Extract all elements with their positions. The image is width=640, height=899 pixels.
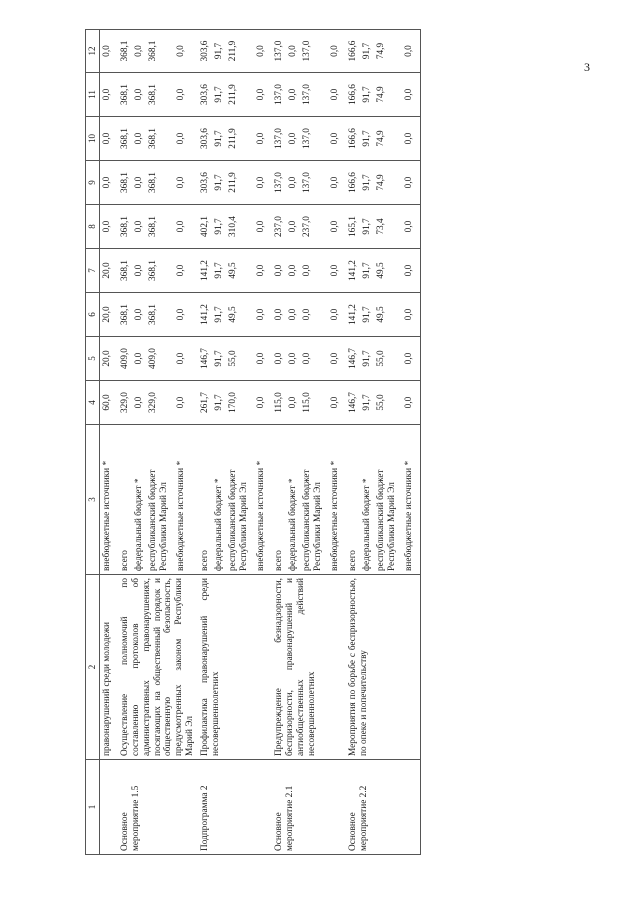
table-row bbox=[99, 30, 118, 855]
funding-source-label: внебюджетные источники * bbox=[404, 460, 415, 571]
value-cell bbox=[99, 205, 118, 249]
funding-source-cell bbox=[272, 425, 346, 575]
amount-value: 91,7 bbox=[362, 86, 373, 103]
value-cell bbox=[118, 249, 199, 293]
value-cell bbox=[99, 337, 118, 381]
value-cell bbox=[346, 381, 421, 425]
funding-source-cell bbox=[198, 425, 272, 575]
amount-value: 0,0 bbox=[133, 88, 144, 101]
amount-value: 137,0 bbox=[302, 128, 313, 149]
amount-value: 137,0 bbox=[274, 84, 285, 105]
value-cell bbox=[99, 30, 118, 73]
amount-value: 91,7 bbox=[362, 306, 373, 323]
value-cell bbox=[272, 249, 346, 293]
amount-value: 303,6 bbox=[200, 40, 211, 62]
amount-value: 368,1 bbox=[147, 260, 158, 281]
funding-source-label: всего bbox=[200, 550, 211, 571]
amount-value: 0,0 bbox=[175, 45, 186, 57]
amount-value: 137,0 bbox=[302, 40, 313, 62]
amount-value: 91,7 bbox=[214, 306, 225, 323]
amount-value: 0,0 bbox=[175, 220, 186, 233]
amount-value: 165,1 bbox=[348, 216, 359, 237]
row-title-cell: Осуществление полномочий по составлению протоколов об административных правонарушениях, посягающих на общественный порядок и общественную безопасность, предусмотренных законом Республики Марий Эл bbox=[118, 575, 199, 760]
amount-value: 0,0 bbox=[101, 220, 112, 233]
funding-source-label: федеральный бюджет * bbox=[362, 478, 373, 571]
amount-value: 0,0 bbox=[133, 220, 144, 233]
amount-value: 0,0 bbox=[175, 352, 186, 365]
table-row bbox=[118, 30, 199, 855]
amount-value: 0,0 bbox=[404, 45, 415, 57]
amount-value: 115,0 bbox=[274, 392, 285, 413]
amount-value: 310,4 bbox=[228, 216, 239, 237]
value-cell bbox=[272, 30, 346, 73]
amount-value: 0,0 bbox=[101, 45, 112, 57]
column-header: 6 bbox=[86, 293, 100, 337]
column-header: 8 bbox=[86, 205, 100, 249]
column-header: 3 bbox=[86, 425, 100, 575]
amount-value: 0,0 bbox=[133, 396, 144, 409]
amount-value: 0,0 bbox=[404, 176, 415, 189]
amount-value: 0,0 bbox=[288, 308, 299, 321]
amount-value: 91,7 bbox=[362, 218, 373, 235]
value-cell bbox=[118, 30, 199, 73]
funding-source-label: федеральный бюджет * bbox=[288, 478, 299, 571]
amount-value: 0,0 bbox=[133, 132, 144, 145]
amount-value: 0,0 bbox=[330, 45, 341, 57]
amount-value: 402,1 bbox=[200, 216, 211, 237]
value-cell bbox=[99, 73, 118, 117]
amount-value: 368,1 bbox=[147, 304, 158, 325]
amount-value: 146,7 bbox=[348, 392, 359, 413]
value-cell bbox=[346, 249, 421, 293]
column-header: 7 bbox=[86, 249, 100, 293]
amount-value: 303,6 bbox=[200, 84, 211, 105]
amount-value: 91,7 bbox=[362, 130, 373, 147]
funding-source-label: федеральный бюджет * bbox=[214, 478, 225, 571]
value-cell bbox=[198, 117, 272, 161]
amount-value: 49,5 bbox=[228, 262, 239, 279]
amount-value: 368,1 bbox=[119, 172, 130, 193]
column-header: 9 bbox=[86, 161, 100, 205]
funding-source-label: внебюджетные источники * bbox=[256, 460, 267, 571]
funding-source-label: федеральный бюджет * bbox=[133, 478, 144, 571]
value-cell bbox=[346, 293, 421, 337]
amount-value: 137,0 bbox=[302, 84, 313, 105]
amount-value: 237,0 bbox=[302, 216, 313, 237]
amount-value: 141,2 bbox=[348, 260, 359, 281]
amount-value: 211,9 bbox=[228, 84, 239, 105]
table-row bbox=[198, 30, 272, 855]
value-cell bbox=[118, 161, 199, 205]
amount-value: 368,1 bbox=[147, 216, 158, 237]
amount-value: 0,0 bbox=[256, 132, 267, 145]
value-cell bbox=[272, 293, 346, 337]
column-header: 4 bbox=[86, 381, 100, 425]
amount-value: 0,0 bbox=[330, 132, 341, 145]
value-cell bbox=[198, 381, 272, 425]
row-title-cell: правонарушений среди молодежи bbox=[99, 575, 118, 760]
amount-value: 368,1 bbox=[147, 40, 158, 62]
amount-value: 91,7 bbox=[214, 174, 225, 191]
amount-value: 91,7 bbox=[214, 86, 225, 103]
amount-value: 0,0 bbox=[330, 220, 341, 233]
amount-value: 0,0 bbox=[404, 396, 415, 409]
amount-value: 115,0 bbox=[302, 392, 313, 413]
value-cell bbox=[99, 293, 118, 337]
amount-value: 20,0 bbox=[101, 306, 112, 323]
amount-value: 74,9 bbox=[376, 86, 387, 103]
amount-value: 55,0 bbox=[228, 350, 239, 367]
amount-value: 0,0 bbox=[288, 88, 299, 101]
value-cell bbox=[99, 381, 118, 425]
row-code-cell: Основное мероприятие 1.5 bbox=[118, 760, 199, 855]
funding-source-label: республиканский бюджет Республики Марий Эл bbox=[228, 469, 250, 571]
value-cell bbox=[272, 73, 346, 117]
amount-value: 303,6 bbox=[200, 128, 211, 149]
amount-value: 49,5 bbox=[376, 262, 387, 279]
value-cell bbox=[198, 73, 272, 117]
amount-value: 0,0 bbox=[101, 88, 112, 101]
value-cell bbox=[346, 161, 421, 205]
amount-value: 0,0 bbox=[256, 45, 267, 57]
funding-source-label: внебюджетные источники * bbox=[175, 460, 186, 571]
budget-table bbox=[85, 29, 421, 855]
amount-value: 137,0 bbox=[302, 172, 313, 193]
row-title-cell: Мероприятия по борьбе с беспризорностью, по опеке и попечительству bbox=[346, 575, 421, 760]
funding-source-label: республиканский бюджет Республики Марий Эл bbox=[376, 469, 398, 571]
funding-source-label: внебюджетные источники * bbox=[101, 460, 112, 571]
value-cell bbox=[198, 337, 272, 381]
amount-value: 0,0 bbox=[302, 352, 313, 365]
amount-value: 0,0 bbox=[288, 176, 299, 189]
header-row bbox=[86, 30, 100, 855]
amount-value: 0,0 bbox=[256, 352, 267, 365]
value-cell bbox=[99, 249, 118, 293]
amount-value: 0,0 bbox=[288, 132, 299, 145]
row-code-cell bbox=[99, 760, 118, 855]
row-title-cell: Предупреждение безнадзорности, беспризорности, правонарушений и антиобщественных действий несовершеннолетних bbox=[272, 575, 346, 760]
amount-value: 0,0 bbox=[404, 132, 415, 145]
amount-value: 368,1 bbox=[119, 216, 130, 237]
amount-value: 0,0 bbox=[288, 396, 299, 409]
amount-value: 0,0 bbox=[133, 45, 144, 57]
amount-value: 0,0 bbox=[404, 352, 415, 365]
value-cell bbox=[346, 337, 421, 381]
amount-value: 0,0 bbox=[288, 45, 299, 57]
amount-value: 0,0 bbox=[404, 220, 415, 233]
amount-value: 74,9 bbox=[376, 42, 387, 60]
value-cell bbox=[118, 337, 199, 381]
column-header: 12 bbox=[86, 30, 100, 73]
amount-value: 0,0 bbox=[175, 264, 186, 277]
table-row bbox=[272, 30, 346, 855]
amount-value: 0,0 bbox=[288, 352, 299, 365]
amount-value: 49,5 bbox=[376, 306, 387, 323]
amount-value: 0,0 bbox=[404, 264, 415, 277]
amount-value: 0,0 bbox=[133, 308, 144, 321]
amount-value: 0,0 bbox=[175, 308, 186, 321]
amount-value: 0,0 bbox=[274, 308, 285, 321]
amount-value: 0,0 bbox=[256, 88, 267, 101]
amount-value: 91,7 bbox=[214, 130, 225, 147]
amount-value: 166,6 bbox=[348, 84, 359, 105]
amount-value: 0,0 bbox=[330, 88, 341, 101]
amount-value: 73,4 bbox=[376, 218, 387, 235]
amount-value: 146,7 bbox=[200, 348, 211, 369]
value-cell bbox=[272, 381, 346, 425]
amount-value: 0,0 bbox=[133, 352, 144, 365]
amount-value: 20,0 bbox=[101, 350, 112, 367]
funding-source-label: внебюджетные источники * bbox=[330, 460, 341, 571]
value-cell bbox=[198, 205, 272, 249]
amount-value: 0,0 bbox=[256, 176, 267, 189]
amount-value: 91,7 bbox=[214, 394, 225, 411]
amount-value: 0,0 bbox=[330, 396, 341, 409]
amount-value: 166,6 bbox=[348, 40, 359, 62]
amount-value: 20,0 bbox=[101, 262, 112, 279]
value-cell bbox=[99, 161, 118, 205]
value-cell bbox=[272, 205, 346, 249]
amount-value: 0,0 bbox=[288, 220, 299, 233]
column-header: 11 bbox=[86, 73, 100, 117]
amount-value: 0,0 bbox=[330, 264, 341, 277]
amount-value: 141,2 bbox=[348, 304, 359, 325]
page-number: 3 bbox=[584, 60, 590, 74]
column-header: 10 bbox=[86, 117, 100, 161]
amount-value: 261,7 bbox=[200, 392, 211, 413]
row-code-cell: Подпрограмма 2 bbox=[198, 760, 272, 855]
funding-source-label: республиканский бюджет Республики Марий Эл bbox=[147, 469, 169, 571]
amount-value: 0,0 bbox=[256, 308, 267, 321]
amount-value: 0,0 bbox=[101, 132, 112, 145]
row-title-cell: Профилактика правонарушений среди несовершеннолетних bbox=[198, 575, 272, 760]
amount-value: 166,6 bbox=[348, 172, 359, 193]
amount-value: 0,0 bbox=[302, 308, 313, 321]
value-cell bbox=[99, 117, 118, 161]
column-header: 2 bbox=[86, 575, 100, 760]
amount-value: 0,0 bbox=[330, 176, 341, 189]
column-header: 1 bbox=[86, 760, 100, 855]
amount-value: 60,0 bbox=[101, 394, 112, 411]
amount-value: 368,1 bbox=[119, 304, 130, 325]
funding-source-label: всего bbox=[348, 550, 359, 571]
amount-value: 74,9 bbox=[376, 130, 387, 147]
amount-value: 211,9 bbox=[228, 40, 239, 62]
amount-value: 91,7 bbox=[214, 218, 225, 235]
funding-source-cell bbox=[99, 425, 118, 575]
value-cell bbox=[198, 30, 272, 73]
amount-value: 141,2 bbox=[200, 304, 211, 325]
amount-value: 137,0 bbox=[274, 128, 285, 149]
amount-value: 303,6 bbox=[200, 172, 211, 193]
amount-value: 55,0 bbox=[376, 394, 387, 411]
amount-value: 368,1 bbox=[119, 40, 130, 62]
amount-value: 329,0 bbox=[147, 392, 158, 413]
amount-value: 170,0 bbox=[228, 392, 239, 413]
amount-value: 146,7 bbox=[348, 348, 359, 369]
value-cell bbox=[198, 161, 272, 205]
amount-value: 409,0 bbox=[147, 348, 158, 369]
amount-value: 0,0 bbox=[175, 132, 186, 145]
amount-value: 0,0 bbox=[330, 308, 341, 321]
budget-table-container bbox=[85, 30, 555, 855]
amount-value: 0,0 bbox=[404, 308, 415, 321]
value-cell bbox=[272, 161, 346, 205]
amount-value: 0,0 bbox=[302, 264, 313, 277]
amount-value: 91,7 bbox=[214, 350, 225, 367]
row-code-cell: Основное мероприятие 2.2 bbox=[346, 760, 421, 855]
value-cell bbox=[346, 117, 421, 161]
amount-value: 0,0 bbox=[274, 352, 285, 365]
funding-source-label: всего bbox=[119, 550, 130, 571]
amount-value: 211,9 bbox=[228, 128, 239, 149]
amount-value: 0,0 bbox=[175, 88, 186, 101]
amount-value: 0,0 bbox=[404, 88, 415, 101]
amount-value: 91,7 bbox=[214, 262, 225, 279]
column-header: 5 bbox=[86, 337, 100, 381]
table-row bbox=[346, 30, 421, 855]
amount-value: 368,1 bbox=[147, 172, 158, 193]
value-cell bbox=[118, 117, 199, 161]
amount-value: 368,1 bbox=[119, 128, 130, 149]
amount-value: 74,9 bbox=[376, 174, 387, 191]
amount-value: 368,1 bbox=[119, 84, 130, 105]
amount-value: 0,0 bbox=[256, 264, 267, 277]
amount-value: 368,1 bbox=[147, 84, 158, 105]
value-cell bbox=[198, 293, 272, 337]
amount-value: 49,5 bbox=[228, 306, 239, 323]
amount-value: 237,0 bbox=[274, 216, 285, 237]
amount-value: 0,0 bbox=[256, 220, 267, 233]
amount-value: 91,7 bbox=[214, 42, 225, 60]
funding-source-label: всего bbox=[274, 550, 285, 571]
amount-value: 91,7 bbox=[362, 350, 373, 367]
amount-value: 55,0 bbox=[376, 350, 387, 367]
amount-value: 0,0 bbox=[101, 176, 112, 189]
value-cell bbox=[272, 117, 346, 161]
table-body bbox=[99, 30, 421, 855]
amount-value: 137,0 bbox=[274, 40, 285, 62]
amount-value: 91,7 bbox=[362, 42, 373, 60]
funding-source-cell bbox=[346, 425, 421, 575]
amount-value: 0,0 bbox=[274, 264, 285, 277]
amount-value: 137,0 bbox=[274, 172, 285, 193]
amount-value: 211,9 bbox=[228, 172, 239, 193]
amount-value: 91,7 bbox=[362, 394, 373, 411]
value-cell bbox=[346, 205, 421, 249]
amount-value: 0,0 bbox=[175, 176, 186, 189]
amount-value: 141,2 bbox=[200, 260, 211, 281]
amount-value: 0,0 bbox=[330, 352, 341, 365]
funding-source-cell bbox=[118, 425, 199, 575]
amount-value: 0,0 bbox=[133, 264, 144, 277]
funding-source-label: республиканский бюджет Республики Марий Эл bbox=[302, 469, 324, 571]
amount-value: 0,0 bbox=[133, 176, 144, 189]
amount-value: 0,0 bbox=[288, 264, 299, 277]
amount-value: 166,6 bbox=[348, 128, 359, 149]
amount-value: 91,7 bbox=[362, 174, 373, 191]
value-cell bbox=[118, 381, 199, 425]
value-cell bbox=[346, 30, 421, 73]
amount-value: 0,0 bbox=[256, 396, 267, 409]
value-cell bbox=[272, 337, 346, 381]
amount-value: 368,1 bbox=[147, 128, 158, 149]
amount-value: 91,7 bbox=[362, 262, 373, 279]
amount-value: 329,0 bbox=[119, 392, 130, 413]
value-cell bbox=[198, 249, 272, 293]
amount-value: 368,1 bbox=[119, 260, 130, 281]
amount-value: 0,0 bbox=[175, 396, 186, 409]
value-cell bbox=[346, 73, 421, 117]
value-cell bbox=[118, 293, 199, 337]
amount-value: 409,0 bbox=[119, 348, 130, 369]
row-code-cell: Основное мероприятие 2.1 bbox=[272, 760, 346, 855]
value-cell bbox=[118, 73, 199, 117]
value-cell bbox=[118, 205, 199, 249]
